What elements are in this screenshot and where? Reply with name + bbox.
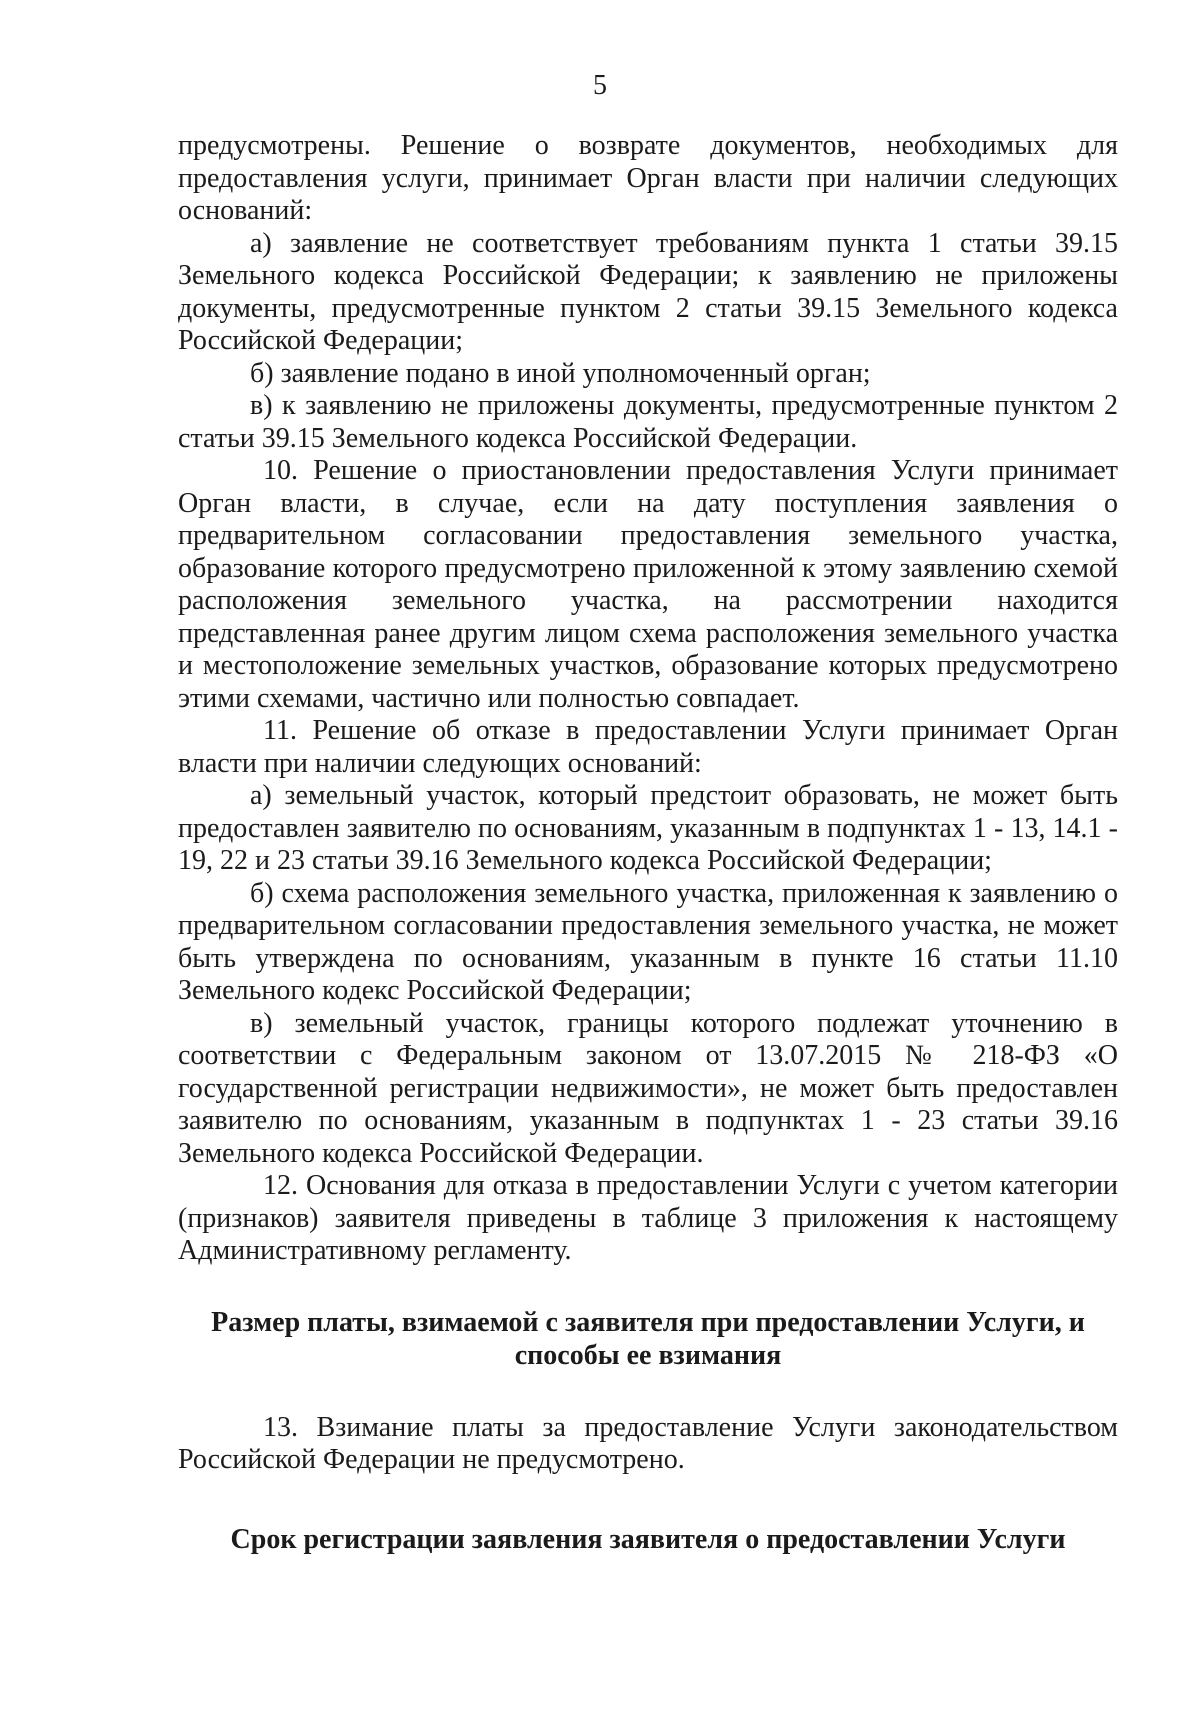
section-heading-registration: Срок регистрации заявления заявителя о предоставлении Услуги — [230, 1523, 1066, 1555]
paragraph-11-item-b: б) схема расположения земельного участка, приложенная к заявлению о предварительном согласовании предоставления земельного участка, не может быть утверждена по основаниям, указанным в пункте 16 статьи 11.10 Земельного кодекс Российской Федерации; — [178, 877, 1118, 1006]
paragraph-10: 10. Решение о приостановлении предоставления Услуги принимает Орган власти, в случае, если на дату поступления заявления о предварительном согласовании предоставления земельного участка, образование которого предусмотрено приложенной к этому заявлению схемой расположения земельного участка, на рассмотрении находится представленная ранее другим лицом схема расположения земельного участка и местоположение земельных участков, образование которых предусмотрено этими схемами, частично или полностью совпадает. — [178, 455, 1118, 714]
paragraph-item-a: а) заявление не соответствует требованиям пункта 1 статьи 39.15 Земельного кодекса Российской Федерации; к заявлению не приложены документы, предусмотренные пунктом 2 статьи 39.15 Земельного кодекса Российской Федерации; — [178, 227, 1118, 356]
paragraph-11: 11. Решение об отказе в предоставлении Услуги принимает Орган власти при наличии следующих оснований: — [178, 715, 1118, 779]
paragraph-13: 13. Взимание платы за предоставление Услуги законодательством Российской Федерации не предусмотрено. — [178, 1411, 1118, 1475]
paragraph-item-v: в) к заявлению не приложены документы, предусмотренные пунктом 2 статьи 39.15 Земельного кодекса Российской Федерации. — [178, 390, 1118, 454]
section-heading-fee: Размер платы, взимаемой с заявителя при предоставлении Услуги, и способы ее взимания — [211, 1306, 1085, 1371]
paragraph-return-grounds: предусмотрены. Решение о возврате документов, необходимых для предоставления услуги, принимает Орган власти при наличии следующих оснований: — [178, 130, 1118, 226]
paragraph-12: 12. Основания для отказа в предоставлении Услуги с учетом категории (признаков) заявителя приведены в таблице 3 приложения к настоящему Административному регламенту. — [178, 1170, 1118, 1266]
paragraph-11-item-a: а) земельный участок, который предстоит образовать, не может быть предоставлен заявителю по основаниям, указанным в подпунктах 1 - 13, 14.1 - 19, 22 и 23 статьи 39.16 Земельного кодекса Российской Федерации; — [178, 780, 1118, 876]
document-body — [178, 130, 1118, 1596]
paragraph-11-item-v: в) земельный участок, границы которого подлежат уточнению в соответствии с Федеральным законом от 13.07.2015 № 218-ФЗ «О государственной регистрации недвижимости», не может быть предоставлен заявителю по основаниям, указанным в подпунктах 1 - 23 статьи 39.16 Земельного кодекса Российской Федерации. — [178, 1007, 1118, 1169]
paragraph-item-b: б) заявление подано в иной уполномоченный орган; — [250, 357, 871, 389]
page-number: 5 — [593, 70, 607, 101]
